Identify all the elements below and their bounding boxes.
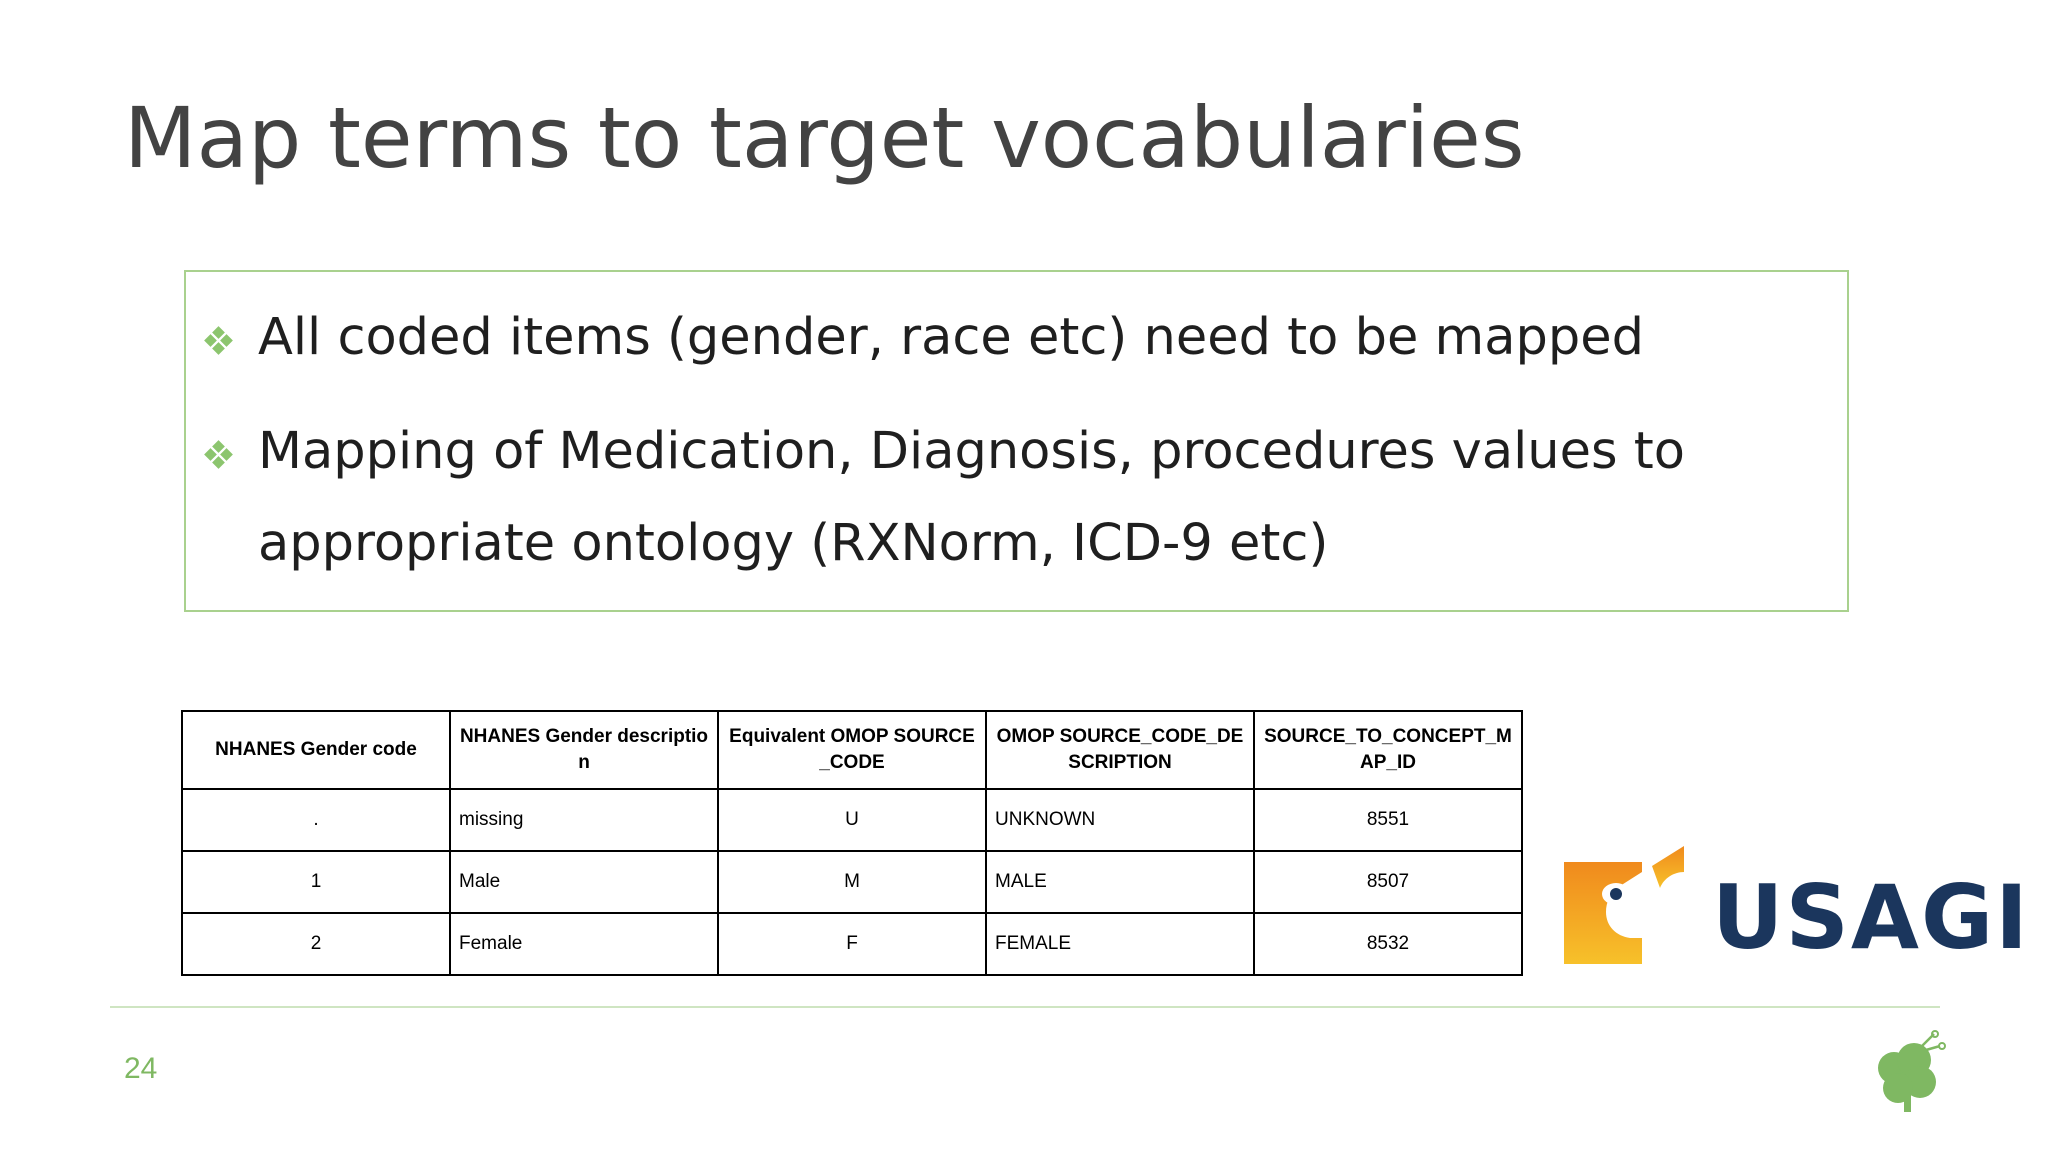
table-cell: 2 [182,913,450,975]
table-cell: UNKNOWN [986,789,1254,851]
slide-title: Map terms to target vocabularies [124,89,1525,187]
table-cell: 1 [182,851,450,913]
gender-mapping-table [181,710,1523,976]
table-cell: Female [450,913,718,975]
table-cell: U [718,789,986,851]
table-header-row [182,711,1522,789]
table-cell: missing [450,789,718,851]
page-number: 24 [124,1052,158,1085]
brand-tree-icon [1868,1030,1946,1114]
table-cell: Male [450,851,718,913]
table-cell: 8507 [1254,851,1522,913]
diamond-bullet-icon [204,440,234,470]
column-header: NHANES Gender code [182,711,450,789]
column-header: NHANES Gender description [450,711,718,789]
table-cell: F [718,913,986,975]
footer-divider [110,1006,1940,1008]
table-cell: 8532 [1254,913,1522,975]
table-cell: 8551 [1254,789,1522,851]
bullet-item: All coded items (gender, race etc) need to be mapped [258,308,1644,367]
table-cell: . [182,789,450,851]
table-row [182,913,1522,975]
column-header: SOURCE_TO_CONCEPT_MAP_ID [1254,711,1522,789]
diamond-bullet-icon [204,326,234,356]
table-row [182,851,1522,913]
table-cell: M [718,851,986,913]
table-cell: MALE [986,851,1254,913]
table-row [182,789,1522,851]
usagi-logo-text: USAGI [1712,866,2030,969]
column-header: Equivalent OMOP SOURCE_CODE [718,711,986,789]
table-cell: FEMALE [986,913,1254,975]
column-header: OMOP SOURCE_CODE_DESCRIPTION [986,711,1254,789]
bullet-item: Mapping of Medication, Diagnosis, procedures values to appropriate ontology (RXNorm, ICD-9 etc) [258,422,1685,573]
